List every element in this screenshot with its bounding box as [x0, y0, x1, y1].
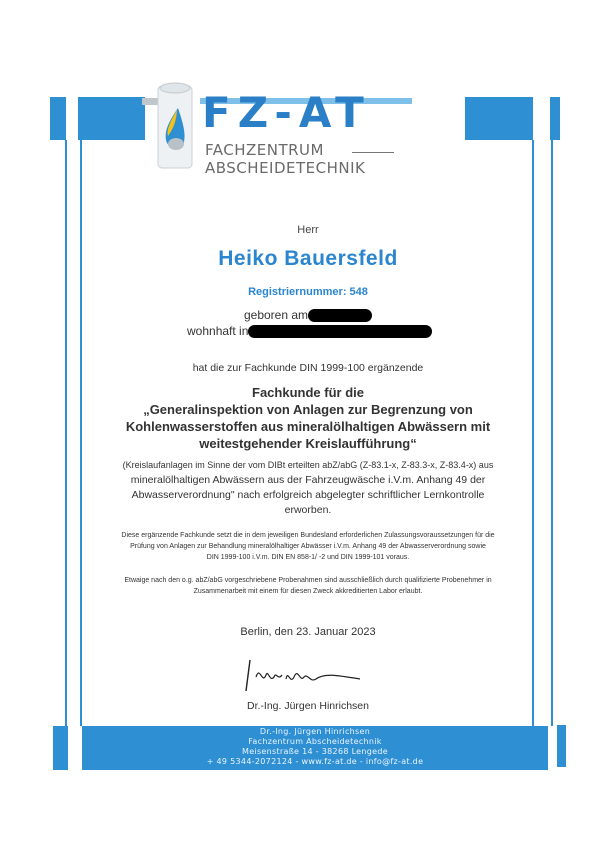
title-line: Kohlenwasserstoffen aus mineralölhaltigen Abwässern mit: [125, 419, 491, 434]
footer-line: Fachzentrum Abscheidetechnik: [248, 737, 382, 746]
footer-contact: [82, 727, 548, 767]
detail-line: mineralölhaltigen Abwässern aus der Fahrzeugwäsche i.V.m. Anhang 49 der: [130, 474, 486, 486]
note-line: Prüfung von Anlagen zur Behandlung mineralölhaltiger Abwässer i.V.m. Anhang 49 der Abwasserverordnung sowie: [130, 543, 486, 550]
residence-label: wohnhaft in: [187, 324, 249, 338]
frame-line-right-outer: [551, 140, 553, 726]
footer-line: + 49 5344-2072124 - www.fz-at.de - info@fz-at.de: [206, 757, 424, 766]
footer-line: Dr.-Ing. Jürgen Hinrichsen: [259, 727, 371, 736]
recipient-name: Heiko Bauersfeld: [218, 247, 398, 270]
detail-line: erworben.: [284, 504, 332, 516]
logo-subtitle-rule: [352, 152, 394, 153]
signer-name: Dr.-Ing. Jürgen Hinrichsen: [247, 700, 369, 712]
frame-right-inner-top: [465, 97, 533, 140]
title-line: Fachkunde für die: [252, 385, 364, 400]
separator-tank-logo-icon: [130, 80, 190, 180]
note-line: DIN 1999-100 i.V.m. DIN EN 858-1/ -2 und DIN 1999-101 voraus.: [206, 554, 410, 561]
frame-right-outer-top: [550, 97, 560, 140]
redacted-birthdate: [308, 309, 372, 322]
signature-icon: [240, 655, 370, 695]
salutation: Herr: [297, 224, 319, 236]
title-line: „Generalinspektion von Anlagen zur Begrenzung von: [143, 402, 473, 417]
intro-text: hat die zur Fachkunde DIN 1999-100 ergänzende: [192, 362, 424, 374]
note-line: Diese ergänzende Fachkunde setzt die in dem jeweiligen Bundesland erforderlichen Zulassungsvoraussetzungen für die: [121, 532, 495, 539]
logo-subtitle-line1: FACHZENTRUM: [205, 141, 324, 159]
frame-left-outer-bottom: [53, 726, 68, 770]
prerequisite-note: [82, 530, 534, 563]
logo-wordmark: FZ-AT: [202, 88, 371, 137]
birth-row: [82, 308, 534, 322]
note-line: Etwaige nach den o.g. abZ/abG vorgeschriebene Probenahmen sind ausschließlich durch qualifizierte Probenehmer in: [124, 577, 492, 584]
logo-subtitle-line2: ABSCHEIDETECHNIK: [205, 159, 366, 177]
born-label: geboren am: [243, 308, 309, 322]
sampling-note: [82, 575, 534, 597]
frame-right-outer-bottom: [557, 725, 566, 767]
frame-left-outer-top: [50, 97, 66, 140]
registration-number: Registriernummer: 548: [248, 286, 368, 298]
certificate-title: [82, 384, 534, 452]
frame-line-left-outer: [65, 140, 67, 726]
detail-text: [82, 458, 534, 518]
title-line: weitestgehender Kreislaufführung“: [199, 436, 417, 451]
residence-row: [187, 324, 432, 338]
detail-line: (Kreislaufanlagen im Sinne der vom DIBt erteilten abZ/abG (Z-83.1-x, Z-83.3-x, Z-83.4-x) aus: [122, 460, 494, 470]
detail-line: Abwasserverordnung" nach erfolgreich abgelegter schriftlicher Lernkontrolle: [131, 489, 485, 501]
place-date: Berlin, den 23. Januar 2023: [240, 626, 376, 638]
footer-line: Meisenstraße 14 - 38268 Lengede: [242, 747, 388, 756]
redacted-address: [248, 325, 432, 338]
note-line: Zusammenarbeit mit einem für diesen Zweck akkreditierten Labor erlaubt.: [193, 588, 423, 595]
